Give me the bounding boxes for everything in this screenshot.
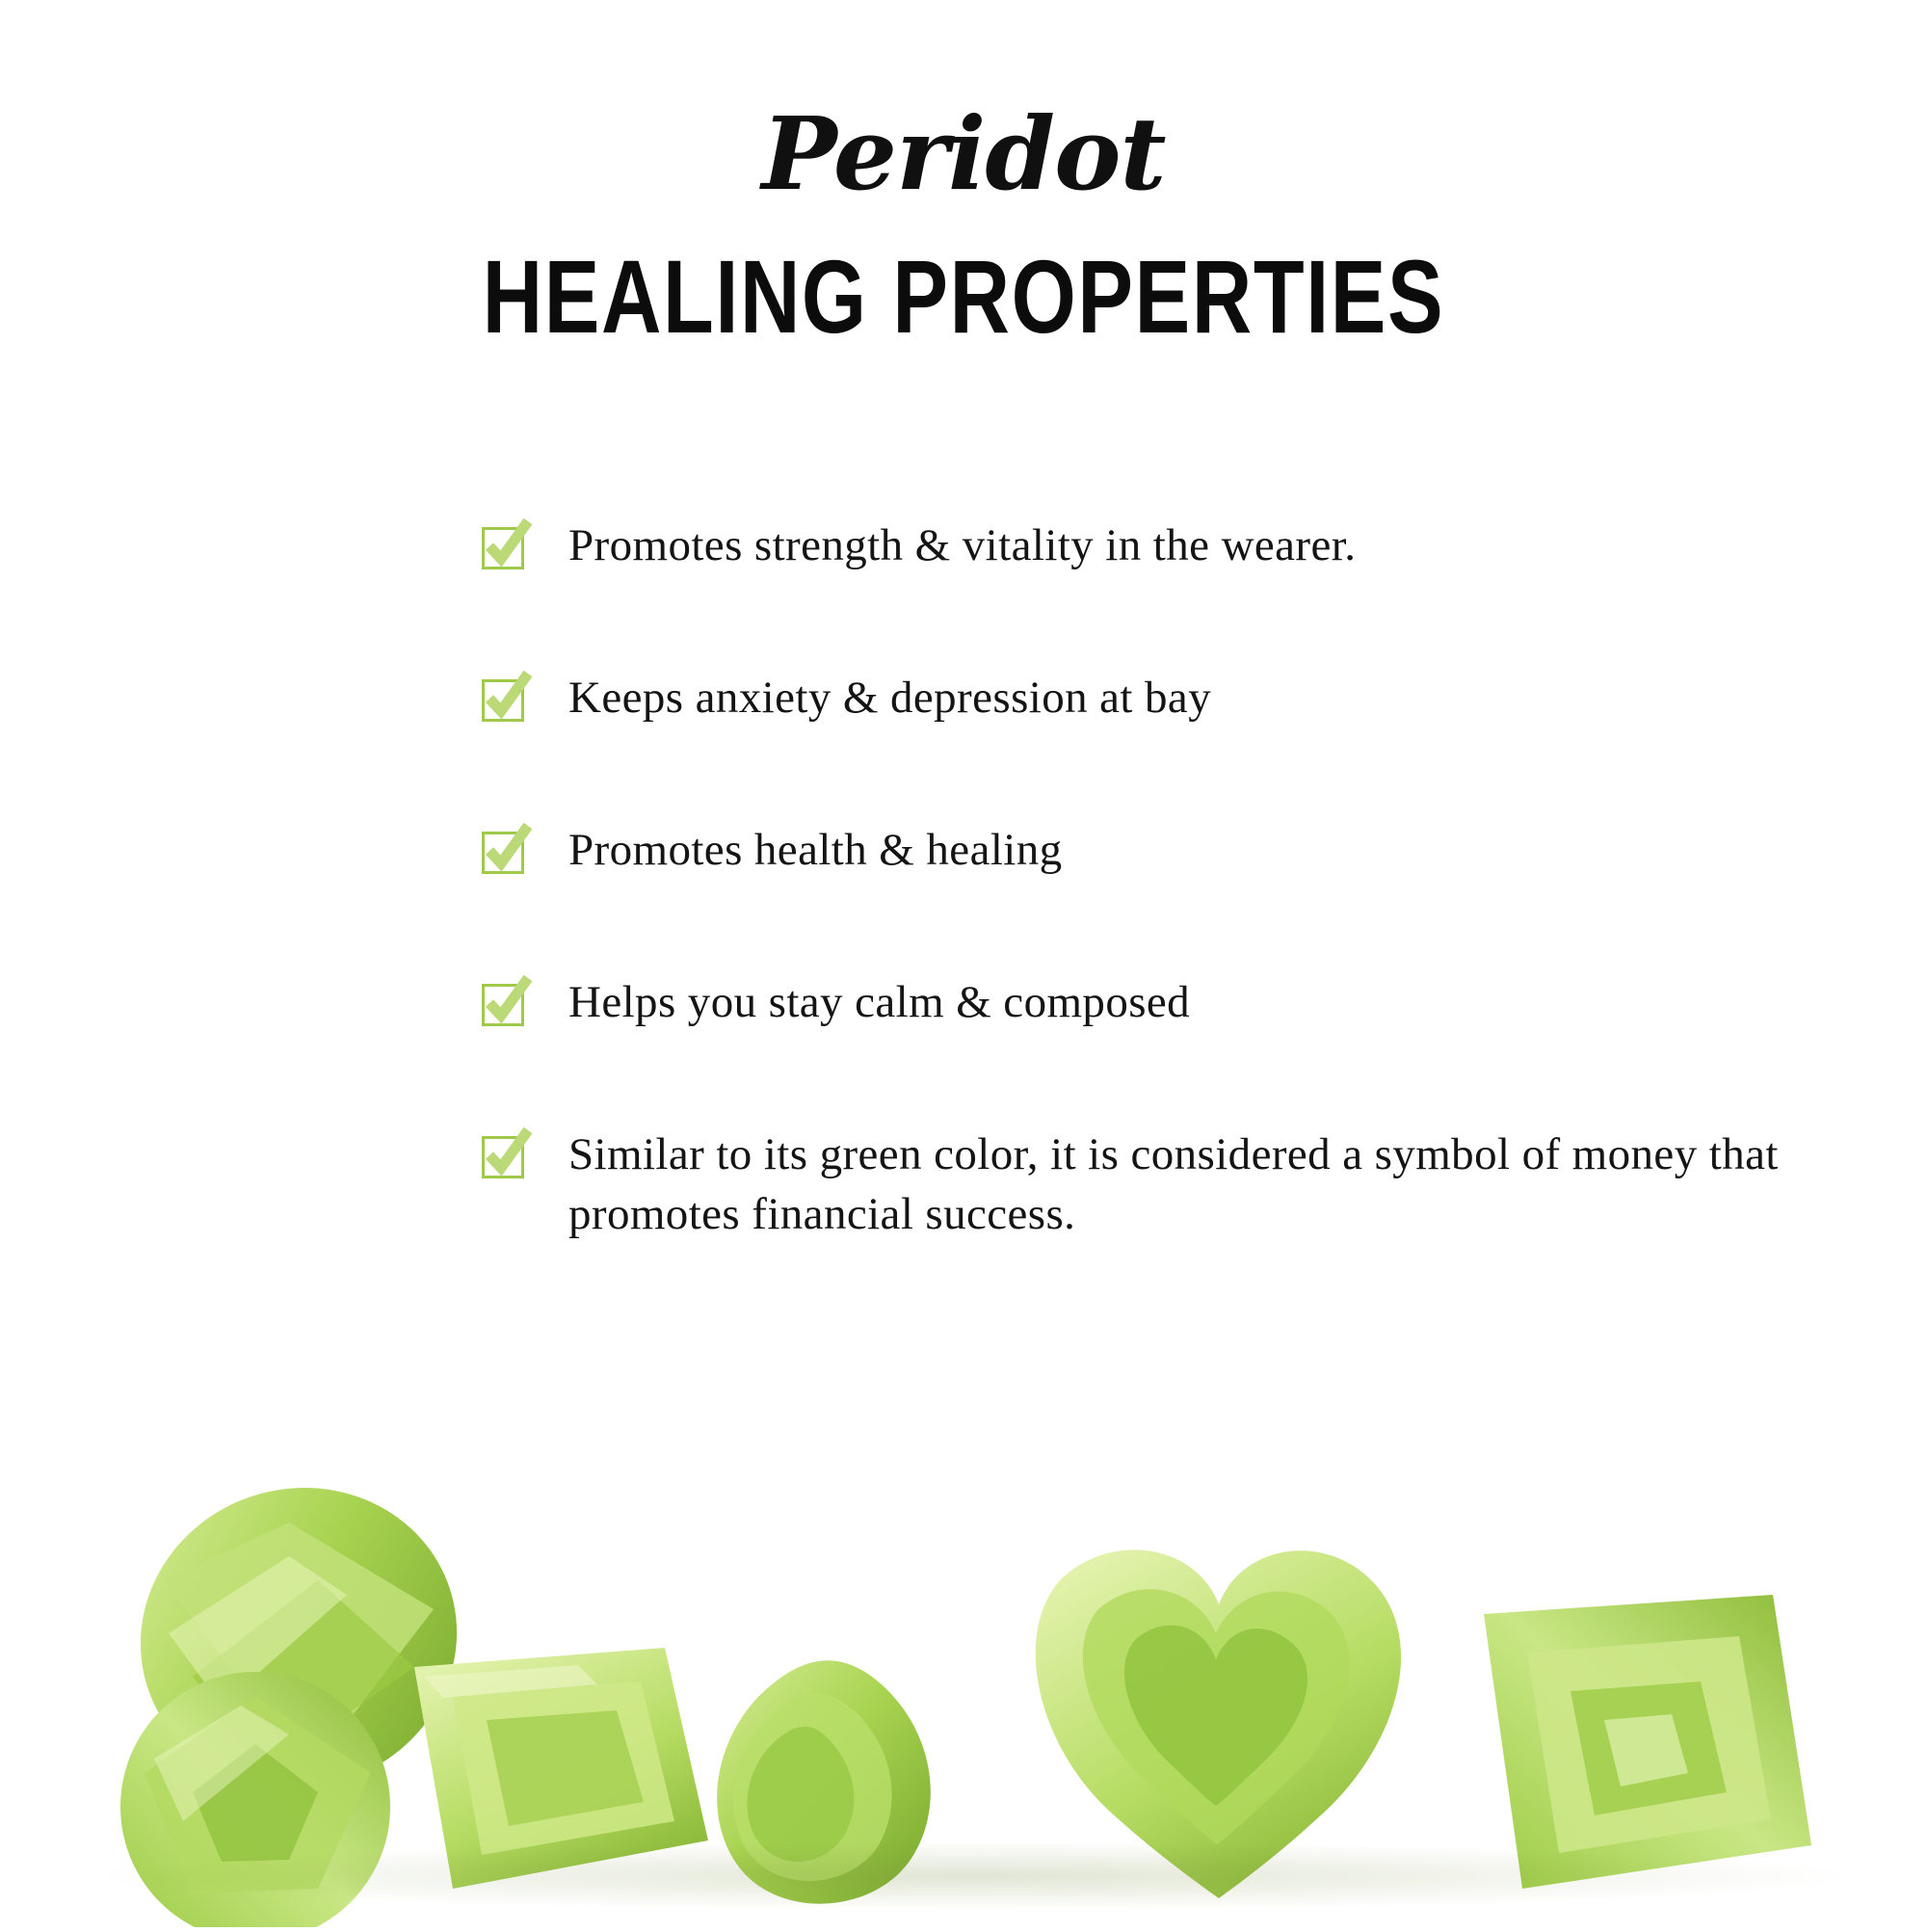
gemstone-illustration	[0, 1388, 1927, 1927]
list-item-label: Promotes strength & vitality in the wearer.	[568, 520, 1357, 570]
list-item	[482, 1125, 1792, 1244]
page-title: HEALING PROPERTIES	[482, 238, 1445, 355]
list-item	[482, 516, 1792, 575]
list-item-label: Promotes health & healing	[568, 825, 1063, 876]
checkbox-checked-icon	[482, 1136, 524, 1178]
list-item	[482, 668, 1792, 728]
list-item	[482, 972, 1792, 1032]
gem-shadow	[106, 1842, 1840, 1910]
list-item-label: Helps you stay calm & composed	[568, 977, 1191, 1028]
checkbox-checked-icon	[482, 832, 524, 874]
list-item	[482, 820, 1792, 880]
list-item-label: Keeps anxiety & depression at bay	[568, 673, 1212, 724]
checkbox-checked-icon	[482, 679, 524, 722]
list-item-label: Similar to its green color, it is considered a symbol of money that promotes financial success.	[568, 1129, 1779, 1240]
header	[0, 0, 1927, 355]
page-title-script: Peridot	[761, 94, 1166, 213]
checkbox-checked-icon	[482, 527, 524, 569]
healing-properties-list	[482, 516, 1792, 1244]
checkbox-checked-icon	[482, 984, 524, 1026]
